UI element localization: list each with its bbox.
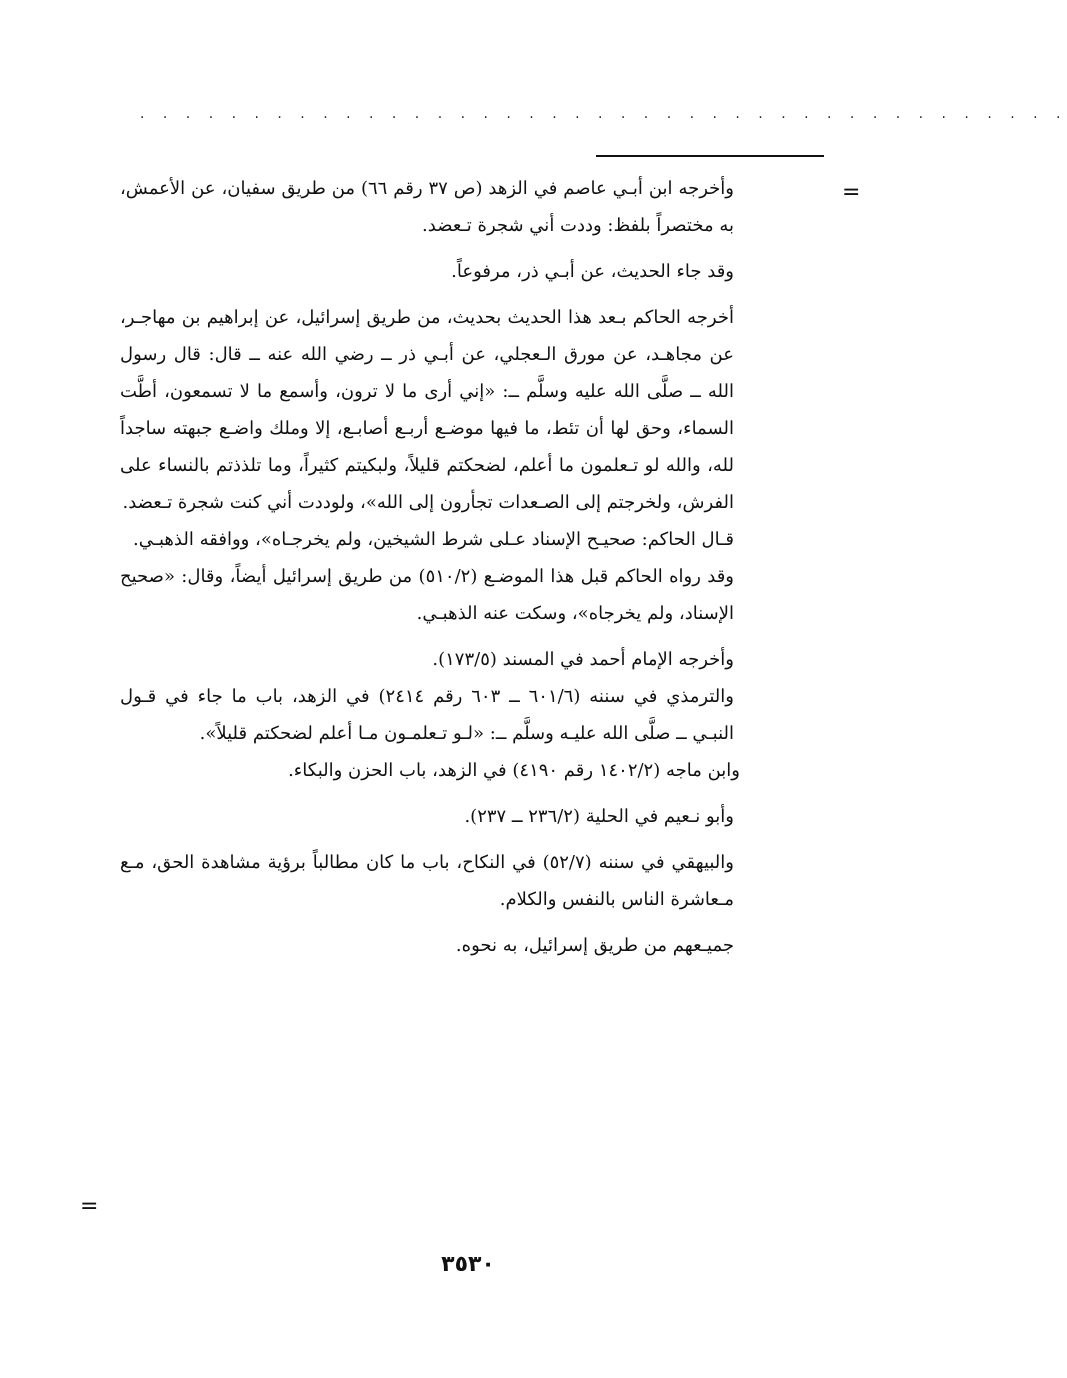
paragraph: وأخرجه ابن أبـي عاصم في الزهد (ص ٣٧ رقم ٦٦) من طريق سفيان، عن الأعمش، به مختصراً بلفظ: وددت أني شجرة تـعضد. xyxy=(120,178,734,236)
paragraph: وأبو نـعيم في الحلية (٢٣٦/٢ ــ ٢٣٧). xyxy=(464,806,734,827)
footnote-rule xyxy=(596,155,824,157)
continuation-mark-left: = xyxy=(80,1194,99,1219)
paragraph: وقد رواه الحاكم قبل هذا الموضـع (٥١٠/٢) من طريق إسرائيل أيضاً، وقال: «صحيح الإسناد، ولم يخرجاه»، وسكت عنه الذهبـي. xyxy=(120,566,734,624)
paragraph: أخرجه الحاكم بـعد هذا الحديث بحديث، من طريق إسرائيل، عن إبراهيم بن مهاجـر، عن مجاهـد، عن مورق الـعجلي، عن أبـي ذر ــ رضي الله عنه ــ قال: قال رسول الله ــ صلَّى الله عليه وسلَّم ــ: «إني أرى ما لا ترون، وأسمع ما لا تسمعون، أطَّت السماء، وحق لها أن تئط، ما فيها موضـع أربـع أصابـع، إلا وملك واضـع جبهته ساجداً لله، والله لو تـعلمون ما أعلم، لضحكتم قليلاً، ولبكيتم كثيراً، وما تلذذتم بالنساء على الفرش، ولخرجتم إلى الصـعدات تجأرون إلى الله»، ولوددت أني كنت شجرة تـعضد. xyxy=(120,307,734,513)
continuation-mark-right: = xyxy=(842,180,861,205)
separator-dots: . . . . . . . . . . . . . . . . . . . . . . . . . . . . . . . . . . . . . . . . . xyxy=(140,106,1067,122)
footnote-text xyxy=(120,170,740,964)
paragraph: والبيهقي في سننه (٥٢/٧) في النكاح، باب ما كان مطالباً برؤية مشاهدة الحق، مـع مـعاشرة الناس بالنفس والكلام. xyxy=(120,852,734,910)
paragraph: وابن ماجه (١٤٠٢/٢ رقم ٤١٩٠) في الزهد، باب الحزن والبكاء. xyxy=(288,760,740,781)
paragraph: وأخرجه الإمام أحمد في المسند (١٧٣/٥). xyxy=(432,649,734,670)
paragraph: قـال الحاكم: صحيـح الإسناد عـلى شرط الشيخين، ولم يخرجـاه»، ووافقه الذهبـي. xyxy=(133,529,734,550)
paragraph: وقد جاء الحديث، عن أبـي ذر، مرفوعاً. xyxy=(451,261,734,282)
paragraph: والترمذي في سننه (٦٠١/٦ ــ ٦٠٣ رقم ٢٤١٤) في الزهد، باب ما جاء في قـول النبـي ــ صلَّى الله عليـه وسلَّم ــ: «لـو تـعلمـون مـا أعلم لضحكتم قليلاً». xyxy=(120,686,734,744)
paragraph: جميـعهم من طريق إسرائيل، به نحوه. xyxy=(455,935,734,956)
page-number: ٣٥٣٠ xyxy=(441,1252,495,1277)
